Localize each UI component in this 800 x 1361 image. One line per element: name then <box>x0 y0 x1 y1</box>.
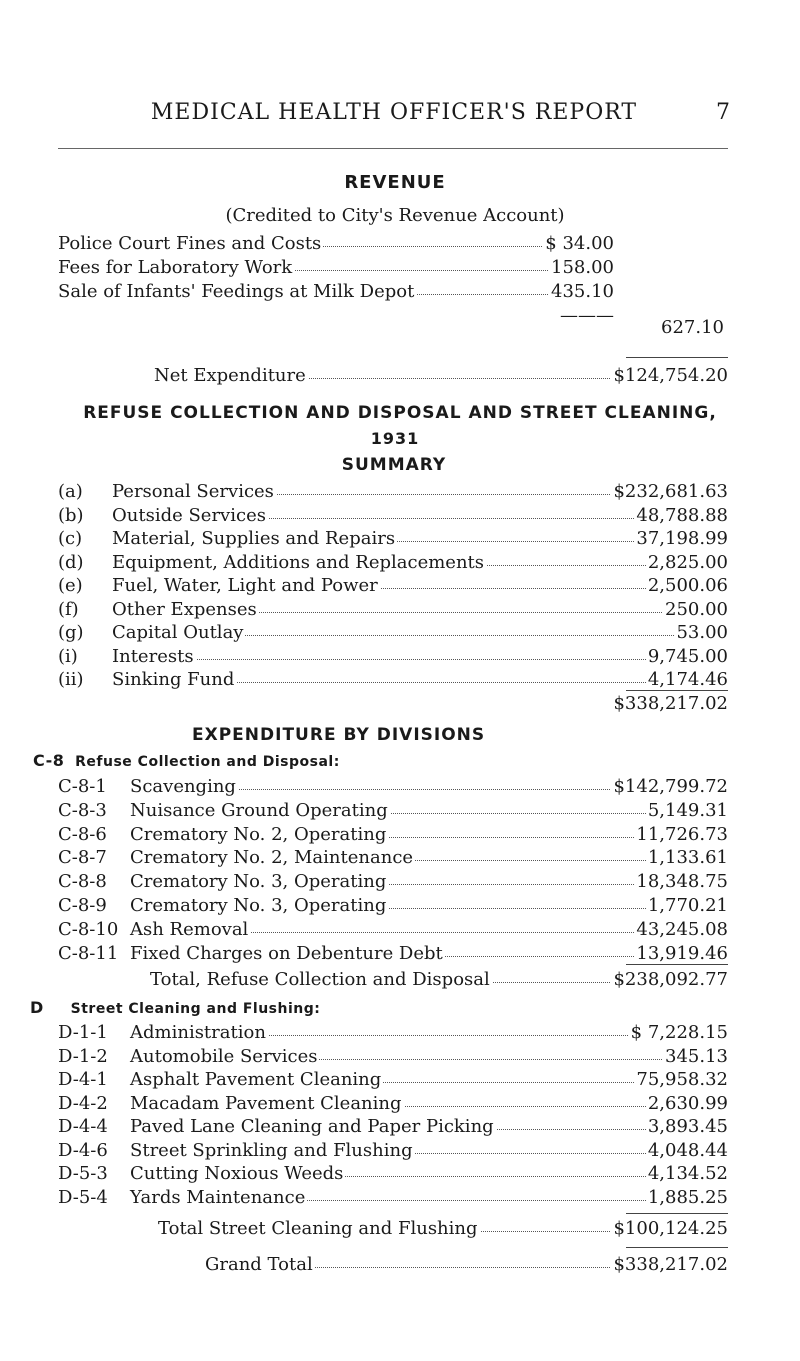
line-item-code: C-8-11 <box>58 942 119 964</box>
line-item-amount: 345.13 <box>665 1045 728 1067</box>
line-item-code: C-8-8 <box>58 871 107 893</box>
d-total-row: Total Street Cleaning and Flushing $100,124.25 <box>158 1218 728 1239</box>
line-item-code: D-4-6 <box>58 1139 108 1161</box>
line-item-code: C-8-7 <box>58 847 107 869</box>
line-item-row <box>58 895 728 919</box>
line-item-row <box>58 1187 728 1211</box>
line-item-label: Interests <box>112 645 194 667</box>
line-item-label: Asphalt Pavement Cleaning <box>130 1069 382 1090</box>
line-item-row <box>58 1116 728 1140</box>
line-item-row <box>58 1022 728 1046</box>
line-item-label: Administration <box>130 1022 266 1043</box>
line-item-amount: 4,048.44 <box>647 1139 728 1161</box>
line-item-code: D-1-2 <box>58 1045 108 1067</box>
line-item-amount: 13,919.46 <box>636 942 728 964</box>
line-item-amount: 53.00 <box>676 622 728 643</box>
line-item-amount: 3,893.45 <box>647 1116 728 1137</box>
line-item-code: C-8-1 <box>58 776 107 797</box>
line-item-label: Ash Removal <box>130 918 249 940</box>
line-item-code: (ii) <box>58 669 84 690</box>
line-item-amount: 48,788.88 <box>636 504 728 526</box>
grand-rule <box>626 1247 728 1248</box>
line-item-label: Capital Outlay <box>112 622 244 643</box>
line-item-label: Personal Services <box>112 481 274 502</box>
page-header <box>58 100 730 140</box>
line-item-label: Crematory No. 2, Maintenance <box>130 847 414 869</box>
d-heading: D Street Cleaning and Flushing: <box>30 998 321 1017</box>
line-item-row <box>58 575 728 599</box>
line-item-label: Crematory No. 2, Operating <box>130 823 387 845</box>
line-item-label: Street Sprinkling and Flushing <box>130 1139 413 1161</box>
c8-total-row: Total, Refuse Collection and Disposal $238,092.77 <box>150 969 728 990</box>
line-item-amount: 2,825.00 <box>647 551 728 573</box>
net-expenditure-row: Net Expenditure $124,754.20 <box>154 365 728 386</box>
line-item-row <box>58 1093 728 1117</box>
line-item-code: (e) <box>58 575 83 596</box>
line-item-code: C-8-10 <box>58 918 119 940</box>
line-item-amount: 37,198.99 <box>636 528 728 549</box>
revenue-dash: ——— <box>560 305 614 326</box>
revenue-row: Fees for Laboratory Work 158.00 <box>58 257 614 278</box>
expenditure-title: EXPENDITURE BY DIVISIONS <box>192 725 486 745</box>
line-item-label: Crematory No. 3, Operating <box>130 895 387 916</box>
line-item-label: Paved Lane Cleaning and Paper Picking <box>130 1116 494 1137</box>
line-item-code: (c) <box>58 528 83 549</box>
net-rule <box>626 357 728 358</box>
c8-rule <box>626 964 728 965</box>
line-item-row <box>58 1069 728 1093</box>
line-item-amount: 2,630.99 <box>647 1092 728 1114</box>
line-item-code: D-4-1 <box>58 1069 108 1090</box>
line-item-code: (b) <box>58 504 84 526</box>
line-item-amount: $ 7,228.15 <box>630 1022 728 1043</box>
line-item-code: D-5-4 <box>58 1186 108 1208</box>
line-item-code: C-8-3 <box>58 799 107 821</box>
line-item-label: Outside Services <box>112 504 266 526</box>
line-item-amount: 4,174.46 <box>647 669 728 690</box>
line-item-label: Fuel, Water, Light and Power <box>112 575 378 596</box>
line-item-code: D-4-2 <box>58 1092 108 1114</box>
line-item-amount: $232,681.63 <box>613 481 728 502</box>
grand-total-row: Grand Total $338,217.02 <box>205 1254 728 1275</box>
line-item-row <box>58 776 728 800</box>
line-item-label: Automobile Services <box>130 1045 318 1067</box>
line-item-row <box>58 824 728 848</box>
line-item-label: Cutting Noxious Weeds <box>130 1163 344 1184</box>
line-item-row <box>58 528 728 552</box>
line-item-code: D-1-1 <box>58 1022 108 1043</box>
line-item-row <box>58 622 728 646</box>
page-title: MEDICAL HEALTH OFFICER'S REPORT <box>150 100 638 125</box>
line-item-row <box>58 919 728 943</box>
line-item-row <box>58 505 728 529</box>
line-item-amount: 9,745.00 <box>647 645 728 667</box>
refuse-year: 1931 <box>370 429 420 448</box>
line-item-amount: 75,958.32 <box>636 1069 728 1090</box>
refuse-title: REFUSE COLLECTION AND DISPOSAL AND STREET CLEANING, <box>83 403 717 423</box>
line-item-amount: 1,770.21 <box>647 895 728 916</box>
line-item-code: C-8-9 <box>58 895 107 916</box>
line-item-row <box>58 599 728 623</box>
revenue-row: Sale of Infants' Feedings at Milk Depot 435.10 <box>58 281 614 302</box>
line-item-code: (f) <box>58 598 79 620</box>
line-item-row <box>58 552 728 576</box>
line-item-row <box>58 800 728 824</box>
line-item-label: Fixed Charges on Debenture Debt <box>130 942 443 964</box>
line-item-label: Crematory No. 3, Operating <box>130 871 387 893</box>
line-item-amount: $142,799.72 <box>613 776 728 797</box>
line-item-code: (d) <box>58 551 84 573</box>
line-item-label: Yards Maintenance <box>130 1186 306 1208</box>
line-item-amount: 43,245.08 <box>636 918 728 940</box>
line-item-row <box>58 871 728 895</box>
revenue-subtitle: (Credited to City's Revenue Account) <box>225 205 565 226</box>
line-item-row <box>58 943 728 967</box>
summary-total: $338,217.02 <box>613 693 728 714</box>
line-item-code: C-8-6 <box>58 823 107 845</box>
line-item-label: Nuisance Ground Operating <box>130 799 388 821</box>
line-item-code: D-4-4 <box>58 1116 108 1137</box>
line-item-amount: 5,149.31 <box>647 799 728 821</box>
line-item-amount: 250.00 <box>665 598 728 620</box>
header-rule <box>58 148 728 149</box>
line-item-amount: 1,133.61 <box>647 847 728 869</box>
line-item-code: (g) <box>58 622 84 643</box>
revenue-total: 627.10 <box>661 317 724 338</box>
line-item-amount: 2,500.06 <box>647 575 728 596</box>
line-item-label: Material, Supplies and Repairs <box>112 528 396 549</box>
line-item-label: Equipment, Additions and Replacements <box>112 551 485 573</box>
line-item-code: (a) <box>58 481 83 502</box>
line-item-row <box>58 847 728 871</box>
line-item-row <box>58 1163 728 1187</box>
d-rule <box>626 1213 728 1214</box>
line-item-label: Sinking Fund <box>112 669 235 690</box>
line-item-code: D-5-3 <box>58 1163 108 1184</box>
line-item-label: Scavenging <box>130 776 236 797</box>
line-item-amount: 18,348.75 <box>636 871 728 893</box>
revenue-row: Police Court Fines and Costs $ 34.00 <box>58 233 614 254</box>
line-item-row <box>58 646 728 670</box>
line-item-label: Macadam Pavement Cleaning <box>130 1092 402 1114</box>
line-item-row <box>58 481 728 505</box>
summary-title: SUMMARY <box>341 455 447 475</box>
line-item-amount: 4,134.52 <box>647 1163 728 1184</box>
line-item-label: Other Expenses <box>112 598 257 620</box>
line-item-amount: 11,726.73 <box>636 823 728 845</box>
line-item-row <box>58 1140 728 1164</box>
summary-rule <box>626 690 728 691</box>
c8-heading: C-8 Refuse Collection and Disposal: <box>33 751 340 770</box>
line-item-amount: 1,885.25 <box>647 1186 728 1208</box>
revenue-title: REVENUE <box>344 172 446 193</box>
line-item-code: (i) <box>58 645 78 667</box>
line-item-row <box>58 1046 728 1070</box>
page-number: 7 <box>716 100 730 125</box>
